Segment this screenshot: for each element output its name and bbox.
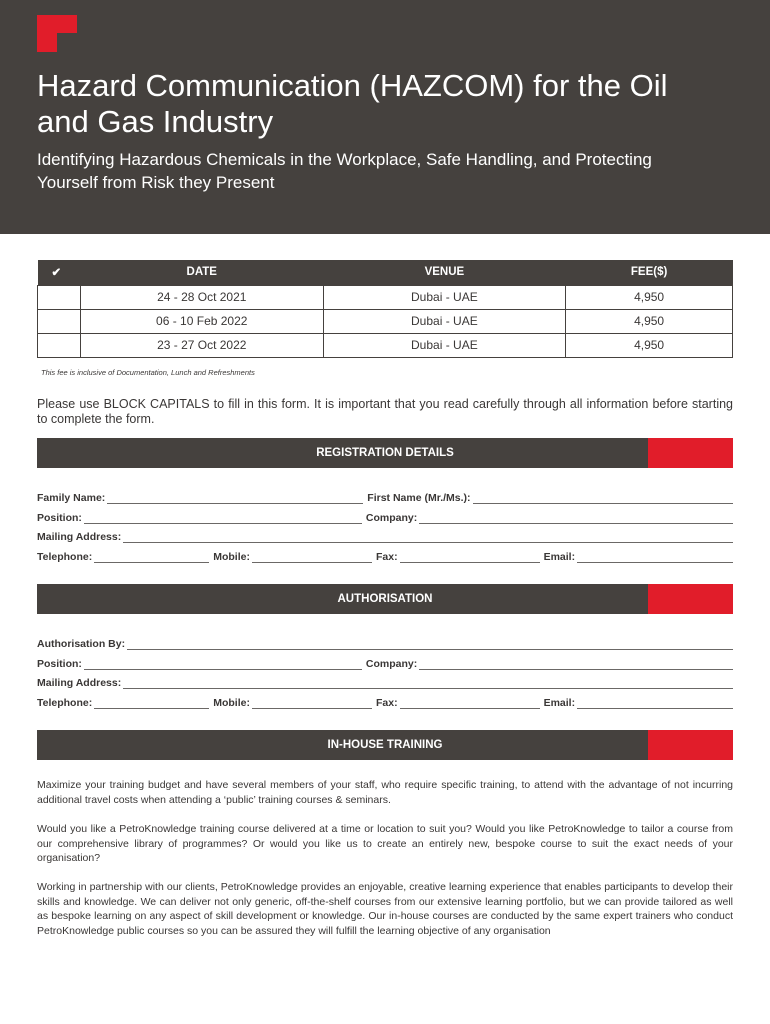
email-field[interactable] [577, 699, 733, 709]
registration-row-contact [37, 549, 733, 563]
position-label: Position: [37, 658, 82, 670]
mobile-field[interactable] [252, 699, 372, 709]
page-subtitle: Identifying Hazardous Chemicals in the Workplace, Safe Handling, and Protecting Yourself from Risk they Present [37, 150, 652, 192]
date-cell: 24 - 28 Oct 2021 [80, 285, 323, 309]
select-checkbox[interactable] [38, 285, 81, 309]
fee-cell: 4,950 [566, 309, 733, 333]
inhouse-paragraph-2: Would you like a PetroKnowledge training course delivered at a time or location to suit you? Would you like PetroKnowledge to tailor a course from our comprehensive library of programmes? Or would you like us to create an entirely new, bespoke course to suit the exact needs of your organisation? [37, 823, 733, 864]
fax-field[interactable] [400, 553, 540, 563]
authorisation-row-address [37, 675, 733, 689]
mobile-field[interactable] [252, 553, 372, 563]
authorisation-row-by [37, 636, 733, 650]
inhouse-heading-bar [37, 730, 733, 760]
fax-label: Fax: [375, 551, 398, 563]
table-row [38, 285, 733, 309]
first-name-field[interactable] [473, 494, 733, 504]
column-header-fee: FEE($) [566, 260, 733, 285]
fee-cell: 4,950 [566, 285, 733, 309]
venue-cell: Dubai - UAE [323, 285, 566, 309]
telephone-label: Telephone: [37, 697, 93, 709]
venue-cell: Dubai - UAE [323, 333, 566, 357]
authorisation-row-position [37, 656, 733, 670]
mailing-address-field[interactable] [123, 533, 733, 543]
company-field[interactable] [419, 514, 733, 524]
family-name-label: Family Name: [37, 492, 106, 504]
registration-heading: REGISTRATION DETAILS [316, 447, 454, 459]
inhouse-paragraph-1: Maximize your training budget and have several members of your staff, who require specific training, to attend with the advantage of not incurring additional travel costs when attending a ‘public’ training courses & seminars. [37, 779, 733, 806]
venue-cell: Dubai - UAE [323, 309, 566, 333]
email-label: Email: [543, 551, 576, 563]
telephone-field[interactable] [94, 699, 209, 709]
company-label: Company: [365, 512, 418, 524]
telephone-label: Telephone: [37, 551, 93, 563]
select-checkbox[interactable] [38, 309, 81, 333]
company-label: Company: [365, 658, 418, 670]
date-cell: 06 - 10 Feb 2022 [80, 309, 323, 333]
telephone-field[interactable] [94, 553, 209, 563]
mailing-address-label: Mailing Address: [37, 677, 122, 689]
authorisation-by-field[interactable] [127, 640, 733, 650]
first-name-label: First Name (Mr./Ms.): [367, 492, 471, 504]
fee-cell: 4,950 [566, 333, 733, 357]
schedule-table [37, 260, 733, 358]
authorisation-heading: AUTHORISATION [337, 593, 433, 605]
brand-logo-icon [37, 15, 77, 52]
mailing-address-field[interactable] [123, 679, 733, 689]
authorisation-row-contact [37, 695, 733, 709]
mailing-address-label: Mailing Address: [37, 531, 122, 543]
fax-label: Fax: [375, 697, 398, 709]
fee-note: This fee is inclusive of Documentation, Lunch and Refreshments [41, 368, 255, 377]
registration-heading-bar [37, 438, 733, 468]
email-field[interactable] [577, 553, 733, 563]
authorisation-by-label: Authorisation By: [37, 638, 126, 650]
table-row [38, 309, 733, 333]
page-title: Hazard Communication (HAZCOM) for the Oil and Gas Industry [37, 68, 668, 139]
mobile-label: Mobile: [213, 697, 250, 709]
position-field[interactable] [84, 514, 362, 524]
position-field[interactable] [84, 660, 362, 670]
family-name-field[interactable] [107, 494, 363, 504]
schedule-header-row [38, 260, 733, 285]
registration-row-address [37, 529, 733, 543]
header-banner [0, 0, 770, 234]
intro-text: Please use BLOCK CAPITALS to fill in this form. It is important that you read carefully through all information before starting to complete the form. [37, 397, 733, 426]
email-label: Email: [543, 697, 576, 709]
check-icon: ✔ [38, 260, 81, 285]
select-checkbox[interactable] [38, 333, 81, 357]
column-header-date: DATE [80, 260, 323, 285]
position-label: Position: [37, 512, 82, 524]
fax-field[interactable] [400, 699, 540, 709]
mobile-label: Mobile: [213, 551, 250, 563]
registration-row-position [37, 510, 733, 524]
column-header-venue: VENUE [323, 260, 566, 285]
date-cell: 23 - 27 Oct 2022 [80, 333, 323, 357]
inhouse-heading: IN-HOUSE TRAINING [327, 739, 443, 751]
registration-row-names [37, 490, 733, 504]
inhouse-paragraph-3: Working in partnership with our clients, PetroKnowledge provides an enjoyable, creative learning experience that enables participants to develop their skills and knowledge. We can deliver not only generic, off-the-shelf courses from our extensive learning portfolio, but we can provide tailored as well as bespoke learning on any aspect of skill development or knowledge. Our in-house courses are conducted by the same expert trainers who conduct PetroKnowledge public courses so you can be assured they will fulfill the learning objective of any organisation [37, 881, 733, 937]
authorisation-heading-bar [37, 584, 733, 614]
table-row [38, 333, 733, 357]
company-field[interactable] [419, 660, 733, 670]
